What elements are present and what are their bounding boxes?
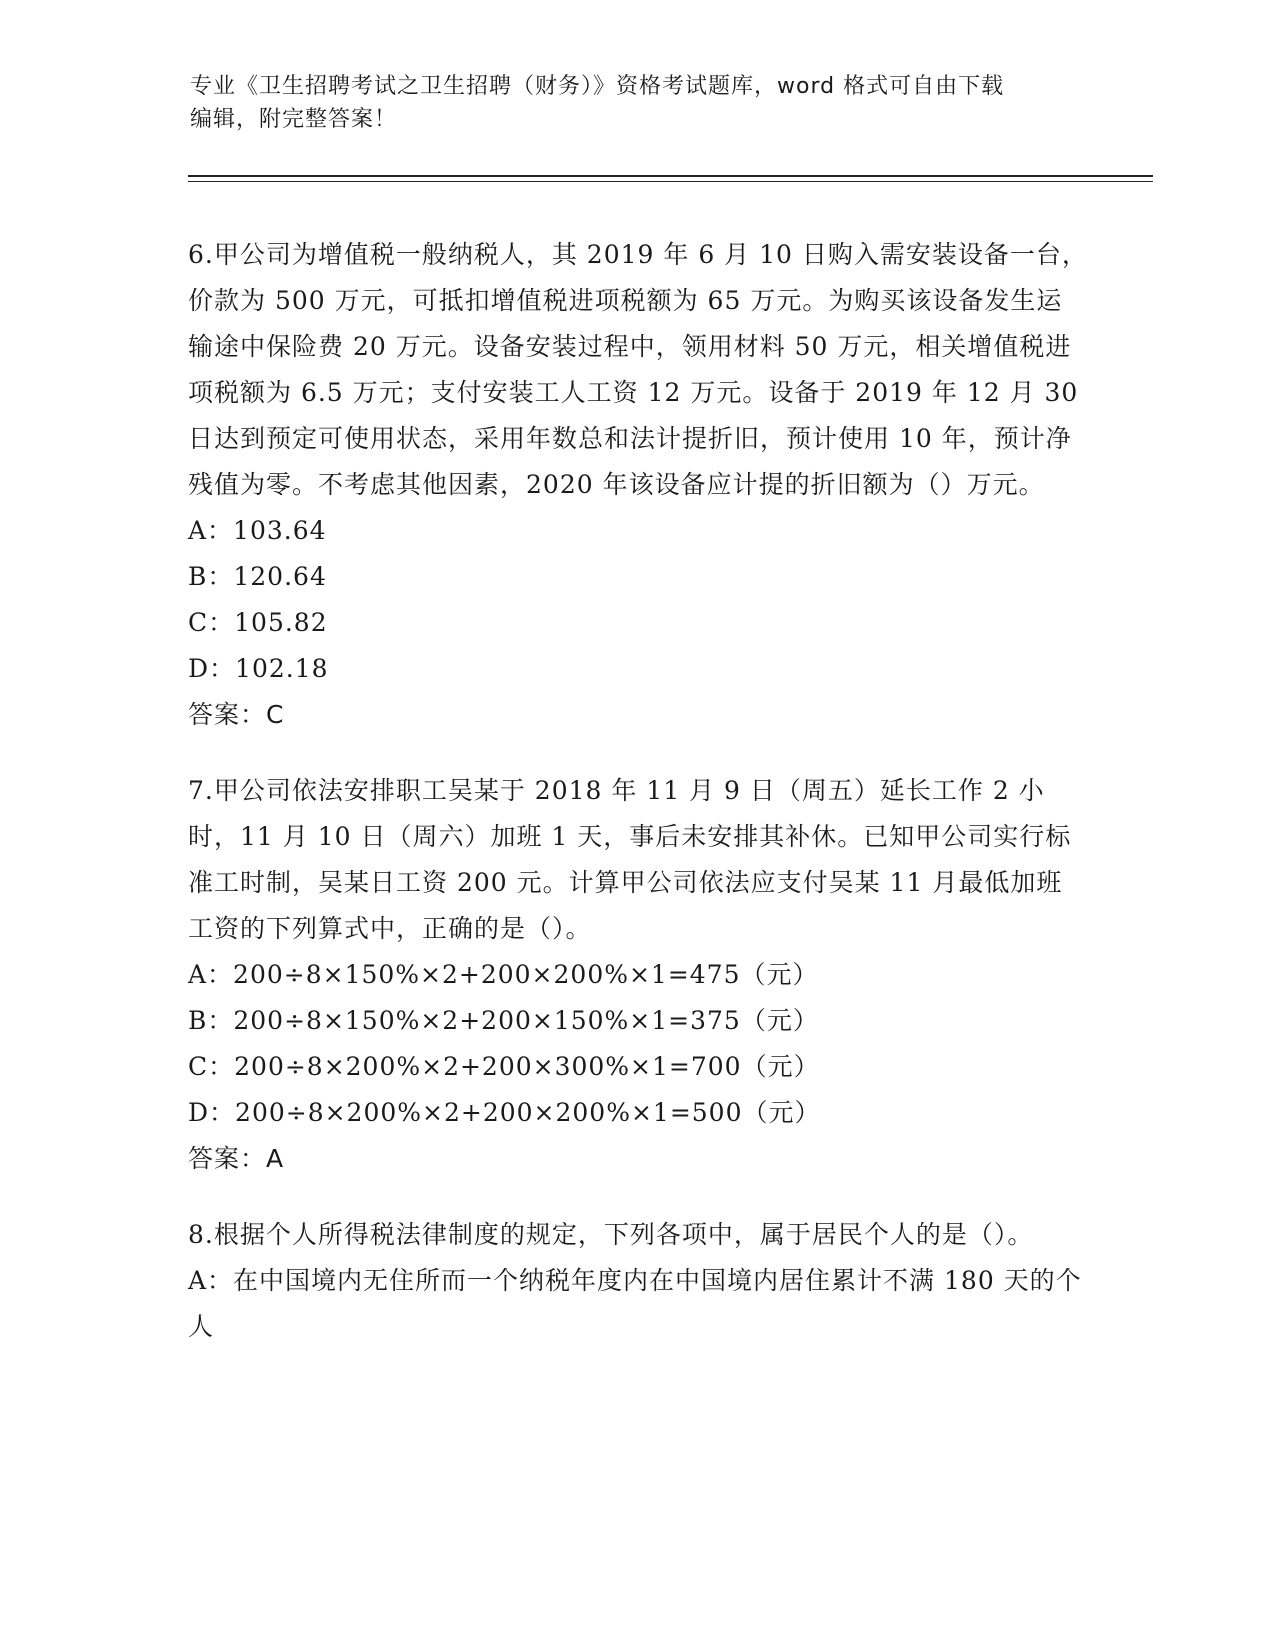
option-b: B：200÷8×150%×2+200×150%×1=375（元） <box>188 1006 819 1035</box>
option-c: C：200÷8×200%×2+200×300%×1=700（元） <box>188 1052 820 1081</box>
option-a: A：103.64 <box>188 516 327 545</box>
option-d: D：200÷8×200%×2+200×200%×1=500（元） <box>188 1098 821 1127</box>
question-6 <box>188 232 1088 738</box>
option-list <box>188 952 1088 1136</box>
option-a: A：在中国境内无住所而一个纳税年度内在中国境内居住累计不满 180 天的个人 <box>188 1266 1082 1341</box>
answer: 答案：A <box>188 1144 285 1173</box>
document-header <box>190 70 1090 136</box>
header-divider-bottom <box>188 181 1153 182</box>
option-c: C：105.82 <box>188 608 328 637</box>
question-text: 6.甲公司为增值税一般纳税人，其 2019 年 6 月 10 日购入需安装设备一台，价款为 500 万元，可抵扣增值税进项税额为 65 万元。为购买该设备发生运输途中保险费 20 万元。设备安装过程中，领用材料 50 万元，相关增值税进项税额为 6.5 万元；支付安装工人工资 12 万元。设备于 2019 年 12 月 30 日达到预定可使用状态，采用年数总和法计提折旧，预计使用 10 年，预计净残值为零。不考虑其他因素，2020 年该设备应计提的折旧额为（）万元。 <box>188 240 1088 499</box>
header-line-1: 专业《卫生招聘考试之卫生招聘（财务）》资格考试题库，word 格式可自由下载 <box>190 74 1005 99</box>
question-list <box>188 232 1088 1380</box>
option-b: B：120.64 <box>188 562 327 591</box>
option-d: D：102.18 <box>188 654 329 683</box>
question-text: 7.甲公司依法安排职工吴某于 2018 年 11 月 9 日（周五）延长工作 2 小时，11 月 10 日（周六）加班 1 天，事后未安排其补休。已知甲公司实行标准工时制，吴某日工资 200 元。计算甲公司依法应支付吴某 11 月最低加班工资的下列算式中，正确的是（）。 <box>188 776 1072 943</box>
question-text: 8.根据个人所得税法律制度的规定，下列各项中，属于居民个人的是（）。 <box>188 1220 1034 1249</box>
answer: 答案：C <box>188 700 285 729</box>
option-list <box>188 508 1088 692</box>
option-list <box>188 1258 1088 1350</box>
question-7 <box>188 768 1088 1182</box>
header-divider-top <box>188 175 1153 177</box>
header-line-2: 编辑，附完整答案！ <box>190 107 398 132</box>
option-a: A：200÷8×150%×2+200×200%×1=475（元） <box>188 960 819 989</box>
question-8 <box>188 1212 1088 1350</box>
